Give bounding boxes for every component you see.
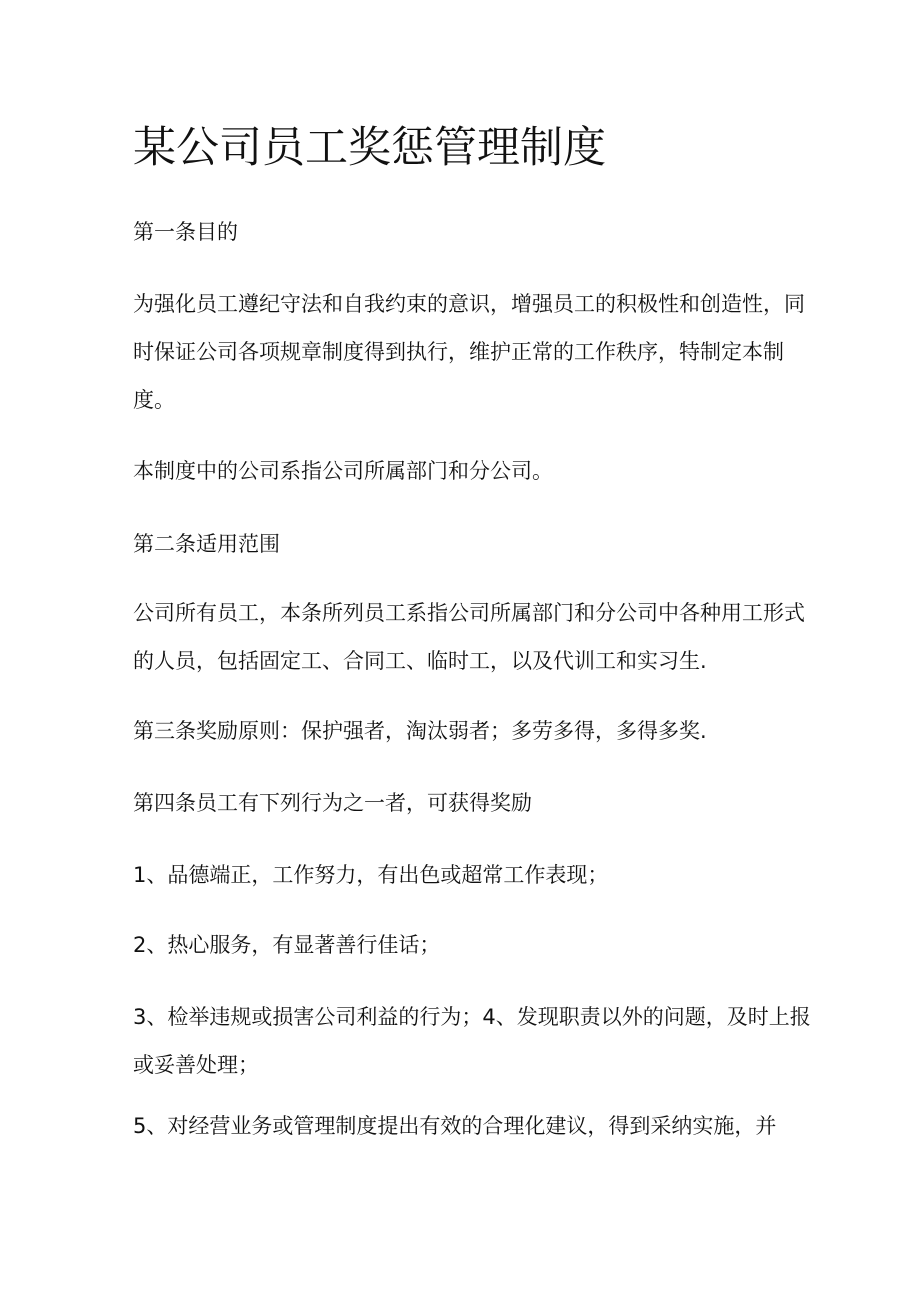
text-line: 或妥善处理； xyxy=(133,1053,259,1077)
text-line: 2、热心服务，有显著善行佳话； xyxy=(133,933,441,957)
document-title: 某公司员工奖惩管理制度 xyxy=(133,123,606,173)
article-1-body xyxy=(133,280,805,424)
text-line: 第二条适用范围 xyxy=(133,532,280,556)
text-line: 1、品德端正，工作努力，有出色或超常工作表现； xyxy=(133,863,609,887)
text-line: 第三条奖励原则：保护强者，淘汰弱者；多劳多得，多得多奖. xyxy=(133,719,707,743)
text-line: 第四条员工有下列行为之一者，可获得奖励 xyxy=(133,791,532,815)
text-line: 时保证公司各项规章制度得到执行，维护正常的工作秩序，特制定本制 xyxy=(133,340,784,364)
text-line: 第一条目的 xyxy=(133,220,238,244)
reward-item-1 xyxy=(133,851,793,899)
reward-item-2 xyxy=(133,921,793,969)
text-line: 为强化员工遵纪守法和自我约束的意识，增强员工的积极性和创造性，同 xyxy=(133,292,805,316)
article-4-heading xyxy=(133,779,793,827)
text-line: 本制度中的公司系指公司所属部门和分公司。 xyxy=(133,459,553,483)
reward-item-5 xyxy=(133,1102,793,1150)
article-2-body xyxy=(133,589,805,685)
text-line: 3、检举违规或损害公司利益的行为；4、发现职责以外的问题，及时上报 xyxy=(133,1005,811,1029)
text-line: 5、对经营业务或管理制度提出有效的合理化建议，得到采纳实施，并 xyxy=(133,1114,777,1138)
text-line: 的人员，包括固定工、合同工、临时工，以及代训工和实习生. xyxy=(133,649,707,673)
company-definition xyxy=(133,447,793,495)
text-line: 公司所有员工，本条所列员工系指公司所属部门和分公司中各种用工形式 xyxy=(133,601,805,625)
article-3 xyxy=(133,707,793,755)
article-2-heading xyxy=(133,520,793,568)
text-line: 度。 xyxy=(133,388,175,412)
article-1-heading xyxy=(133,208,793,256)
reward-item-3-4 xyxy=(133,993,811,1089)
